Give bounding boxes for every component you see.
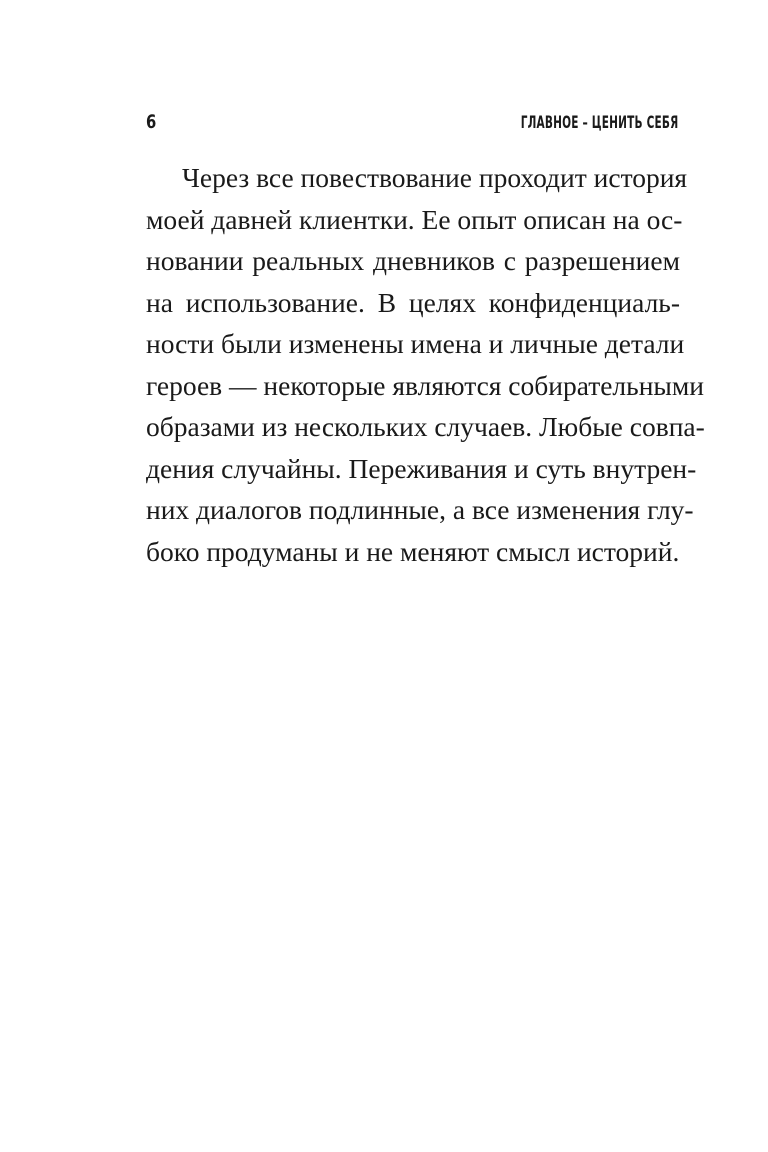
page-number: 6 — [146, 111, 157, 133]
paragraph-line: героев — некоторые являются собирательными — [146, 369, 705, 401]
paragraph-line: моей давней клиентки. Ее опыт описан на ос- — [146, 203, 683, 235]
paragraph-line: боко продуманы и не меняют смысл историй. — [146, 535, 680, 567]
paragraph-line: новании реальных дневников с разрешением — [146, 245, 680, 276]
paragraph-line: Через все повествование проходит история — [182, 162, 688, 193]
body-paragraph — [146, 157, 705, 572]
paragraph-line: дения случайны. Переживания и суть внутрен- — [146, 452, 697, 484]
paragraph-line: на использование. В целях конфиденциаль- — [146, 286, 680, 318]
running-head-title: ГЛАВНОЕ – ЦЕНИТЬ СЕБЯ — [520, 113, 678, 133]
paragraph-line: образами из нескольких случаев. Любые совпа- — [146, 411, 705, 442]
paragraph-line: ности были изменены имена и личные детали — [146, 328, 685, 359]
paragraph-line: них диалогов подлинные, а все изменения глу- — [146, 494, 694, 525]
